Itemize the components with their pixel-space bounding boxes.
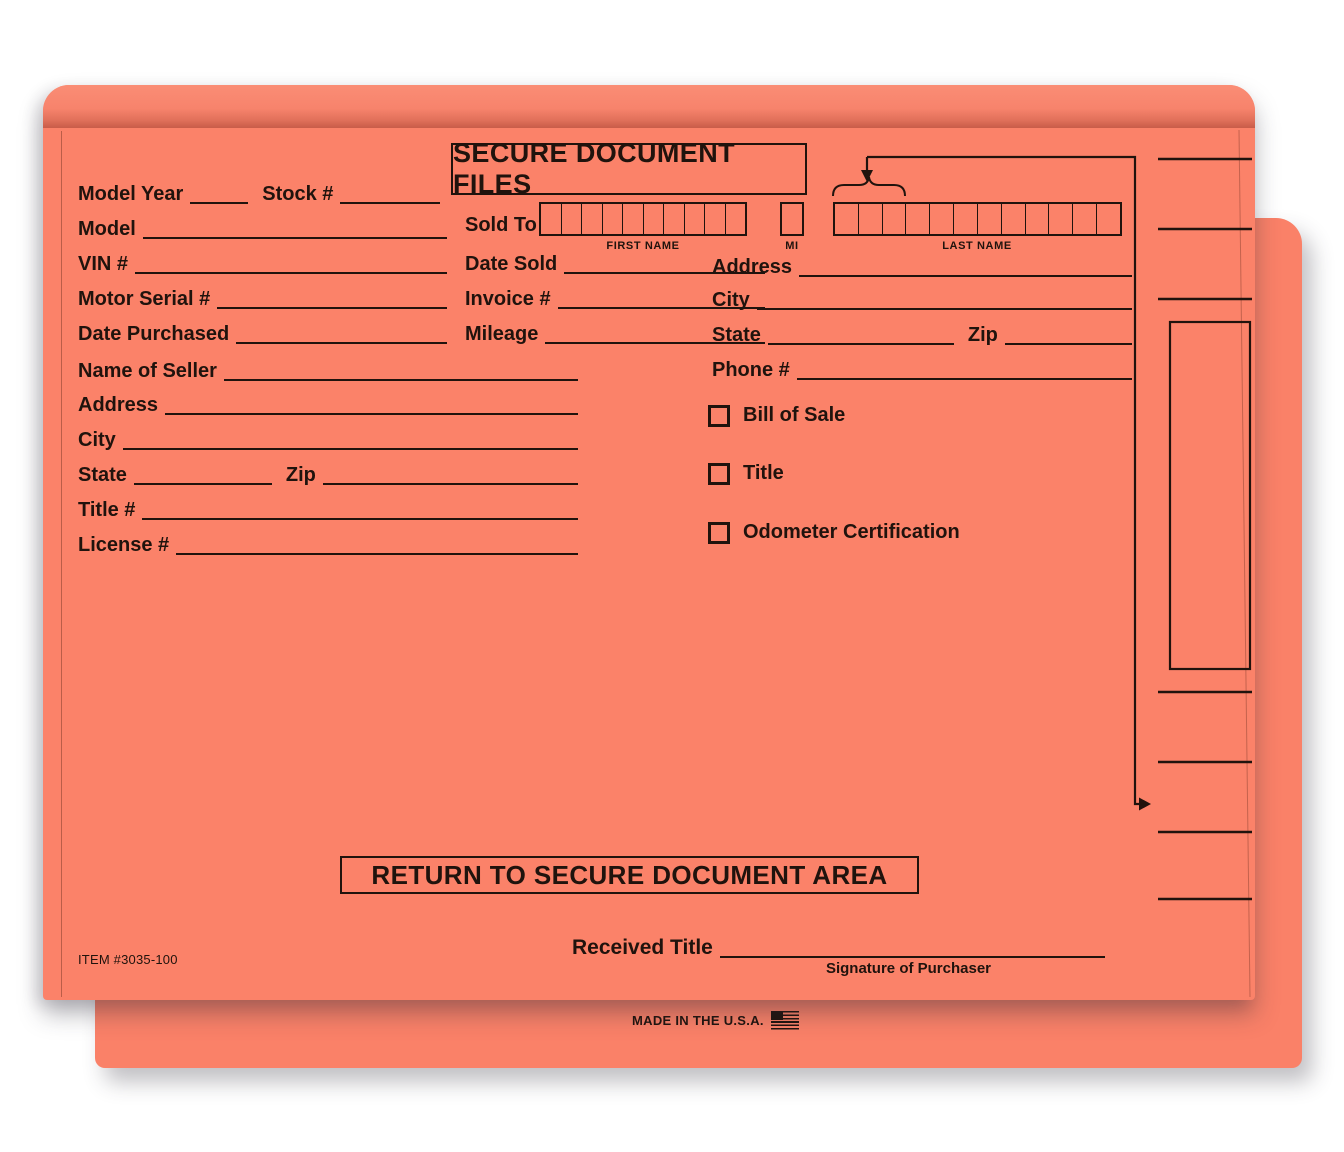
date-purchased-label: Date Purchased xyxy=(78,323,230,345)
stock-label: Stock # xyxy=(262,183,334,205)
middle-initial-box xyxy=(780,202,804,236)
blank-line xyxy=(768,317,954,345)
field-seller-city xyxy=(78,424,578,450)
mileage-label: Mileage xyxy=(465,323,539,345)
secure-document-envelope xyxy=(43,85,1255,1000)
edge-window-outline xyxy=(1170,322,1250,669)
blank-line xyxy=(340,176,440,204)
field-license-number xyxy=(78,529,578,555)
right-fold-crease xyxy=(1239,130,1250,997)
signature-line xyxy=(720,928,1105,958)
seller-city-label: City xyxy=(78,429,116,451)
made-in-usa-text: MADE IN THE U.S.A. xyxy=(632,1013,764,1028)
checkbox-odometer-certification xyxy=(708,521,960,544)
field-date-purchased xyxy=(78,318,447,344)
motor-serial-label: Motor Serial # xyxy=(78,288,211,310)
seller-address-label: Address xyxy=(78,394,159,416)
seller-zip-label: Zip xyxy=(285,464,316,486)
blank-line xyxy=(190,176,248,204)
field-buyer-state-zip xyxy=(712,319,1132,345)
field-vin xyxy=(78,248,447,274)
name-of-seller-label: Name of Seller xyxy=(78,360,217,382)
blank-line xyxy=(323,457,578,485)
seller-state-label: State xyxy=(78,464,127,486)
first-name-boxes xyxy=(539,202,747,236)
field-name-of-seller xyxy=(78,355,578,381)
license-number-label: License # xyxy=(78,534,170,556)
title-box xyxy=(451,138,807,199)
envelope-title: SECURE DOCUMENT FILES xyxy=(453,138,736,199)
return-notice-box xyxy=(340,856,919,894)
blank-line xyxy=(1005,317,1132,345)
buyer-address-label: Address xyxy=(712,256,793,278)
blank-line xyxy=(143,211,447,239)
blank-line xyxy=(224,353,578,381)
blank-line xyxy=(142,492,578,520)
blank-line xyxy=(176,527,578,555)
odometer-certification-label: Odometer Certification xyxy=(743,521,960,543)
last-name-boxes xyxy=(833,202,1122,236)
checkbox-icon xyxy=(708,463,730,485)
model-year-label: Model Year xyxy=(78,183,184,205)
mi-caption: MI xyxy=(785,240,799,252)
field-title-number xyxy=(78,494,578,520)
blank-line xyxy=(236,316,447,344)
blank-line xyxy=(757,282,1132,310)
bill-of-sale-label: Bill of Sale xyxy=(743,404,846,426)
field-buyer-city xyxy=(712,284,1132,310)
flag-canton xyxy=(771,1011,783,1020)
right-arrowhead-icon xyxy=(1139,798,1151,811)
made-in-usa xyxy=(632,1011,799,1030)
blank-line xyxy=(799,249,1132,277)
blank-line xyxy=(135,246,447,274)
invoice-label: Invoice # xyxy=(465,288,551,310)
model-label: Model xyxy=(78,218,136,240)
field-phone xyxy=(712,354,1132,380)
blank-line xyxy=(123,422,578,450)
checkbox-title xyxy=(708,462,784,485)
buyer-zip-label: Zip xyxy=(967,324,998,346)
checkbox-bill-of-sale xyxy=(708,404,845,427)
received-title-label: Received Title xyxy=(572,936,713,959)
blank-line xyxy=(217,281,447,309)
field-received-title xyxy=(572,930,1105,958)
date-sold-label: Date Sold xyxy=(465,253,558,275)
signature-caption: Signature of Purchaser xyxy=(825,960,992,977)
phone-label: Phone # xyxy=(712,359,790,381)
down-arrowhead-icon xyxy=(861,170,873,182)
first-name-caption: FIRST NAME xyxy=(606,240,680,252)
checkbox-icon xyxy=(708,405,730,427)
buyer-city-label: City xyxy=(712,289,750,311)
buyer-state-label: State xyxy=(712,324,761,346)
checkbox-icon xyxy=(708,522,730,544)
sold-to-label: Sold To xyxy=(465,214,537,236)
field-motor-serial xyxy=(78,283,447,309)
last-name-caption: LAST NAME xyxy=(942,240,1012,252)
blank-line xyxy=(165,387,578,415)
envelope-flap xyxy=(43,85,1255,128)
title-number-label: Title # xyxy=(78,499,136,521)
field-seller-state-zip xyxy=(78,459,578,485)
field-buyer-address xyxy=(712,251,1132,277)
brace-icon xyxy=(833,177,905,196)
return-notice-text: RETURN TO SECURE DOCUMENT AREA xyxy=(371,859,888,890)
field-model-year-stock xyxy=(78,178,440,204)
item-number: ITEM #3035-100 xyxy=(78,952,178,967)
title-checkbox-label: Title xyxy=(743,462,784,484)
field-seller-address xyxy=(78,389,578,415)
blank-line xyxy=(134,457,272,485)
field-model xyxy=(78,213,447,239)
us-flag-icon xyxy=(771,1011,799,1030)
vin-label: VIN # xyxy=(78,253,129,275)
blank-line xyxy=(797,352,1132,380)
